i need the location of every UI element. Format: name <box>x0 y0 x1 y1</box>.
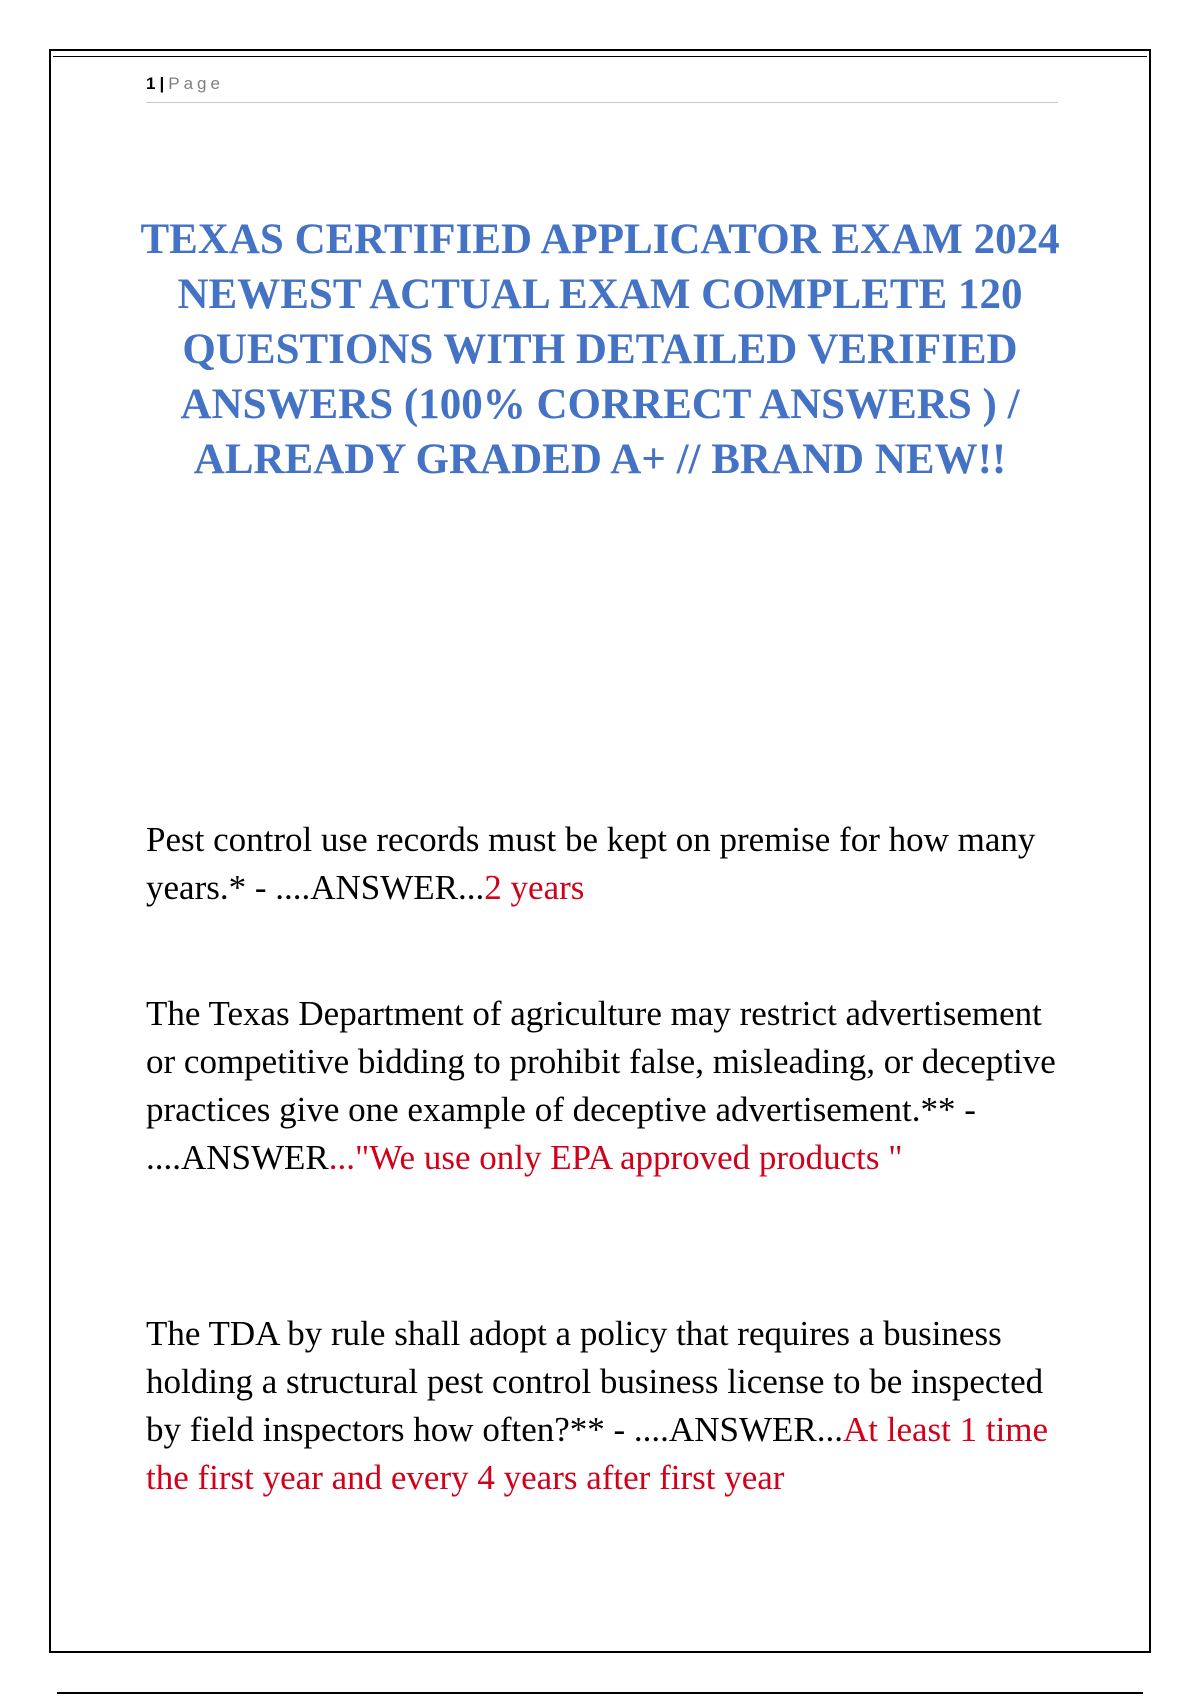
page-number: 1 <box>146 74 156 93</box>
question-text: Pest control use records must be kept on premise for how many years.* - ....ANSWER <box>146 820 1036 907</box>
question-text: The Texas Department of agriculture may restrict advertisement or competitive bidding to prohibit false, misleading, or deceptive practices give one example of deceptive advertisement.** - ....ANSWER <box>146 994 1056 1177</box>
answer-prefix: ... <box>328 1138 356 1177</box>
answer-prefix: ... <box>458 868 485 907</box>
answer-text: At least 1 time the first year and every 4 years after first year <box>146 1410 1049 1497</box>
page-label: Page <box>168 74 224 93</box>
answer-text: 2 years <box>484 868 585 907</box>
page-separator: | <box>159 74 165 93</box>
answer-text: "We use only EPA approved products " <box>355 1138 903 1177</box>
answer-prefix: ... <box>816 1410 843 1449</box>
question-text: The TDA by rule shall adopt a policy that requires a business holding a structural pest control business license to be inspected by field inspectors how often?** - ....ANSWER <box>146 1314 1044 1449</box>
qa-item-1 <box>146 816 1066 912</box>
document-title: TEXAS CERTIFIED APPLICATOR EXAM 2024 NEWEST ACTUAL EXAM COMPLETE 120 QUESTIONS WITH DETAILED VERIFIED ANSWERS (100% CORRECT ANSWERS ) / ALREADY GRADED A+ // BRAND NEW!! <box>140 216 1060 483</box>
bottom-rule <box>57 1692 1143 1694</box>
page-border-inner-line <box>53 56 1147 57</box>
qa-item-2 <box>146 990 1066 1182</box>
qa-item-3 <box>146 1310 1066 1502</box>
page-header <box>146 72 1058 103</box>
